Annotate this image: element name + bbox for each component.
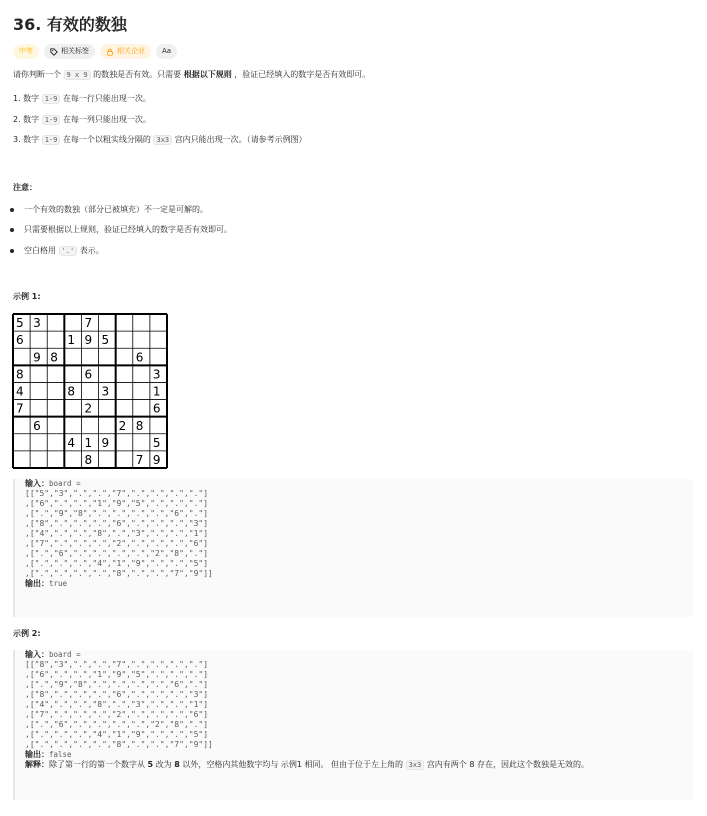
inline-code: 9 x 9: [64, 70, 91, 80]
explanation-text: 以外，空格内其他数字均与 示例1 相同。 但由于位于左上角的: [182, 760, 404, 769]
input-line: [["5","3",".",".","7",".",".",".","."]: [25, 489, 209, 498]
input-label: 输入：: [25, 650, 49, 659]
inline-code: 1-9: [42, 135, 61, 145]
intro-text-2: 的数独是否有效。只需要: [93, 70, 182, 79]
input-line: ,["4",".",".","8",".","3",".",".","1"]: [25, 529, 209, 538]
explanation-bold: 5: [147, 760, 154, 769]
sudoku-cell-value: 1: [84, 435, 93, 450]
rule-text: 2. 数字: [13, 115, 40, 124]
input-line: ,["8",".",".",".","6",".",".",".","3"]: [25, 690, 209, 699]
sudoku-cell-value: 3: [33, 316, 41, 331]
sudoku-grid: [12, 313, 168, 469]
font-size-icon: Aa: [162, 47, 172, 55]
input-line: [["8","3",".",".","7",".",".",".","."]: [25, 660, 209, 669]
inline-code: 3x3: [406, 760, 425, 770]
output-row: [25, 579, 693, 589]
output-label: 输出：: [25, 750, 49, 759]
sudoku-cell-value: 6: [152, 401, 161, 416]
rule-text: 1. 数字: [13, 94, 40, 103]
note-item: [13, 204, 208, 216]
tag-icon: [50, 48, 58, 56]
sudoku-cell-value: 1: [67, 333, 75, 348]
difficulty-badge[interactable]: 中等: [13, 44, 39, 59]
sudoku-cell-value: 9: [84, 333, 93, 348]
input-line: ,[".",".",".",".","8",".",".","7","9"]]: [25, 569, 213, 578]
note-text: 表示。: [79, 246, 104, 255]
sudoku-cell-value: 8: [84, 453, 93, 467]
inline-code: 1-9: [42, 94, 61, 104]
sudoku-cell-value: 2: [118, 418, 127, 433]
sudoku-board-image: [12, 313, 168, 469]
rule-2: [13, 114, 151, 126]
sudoku-cell-value: 9: [33, 350, 41, 365]
example-1-code: [13, 479, 693, 617]
output-row: [25, 750, 693, 760]
related-companies-label: 相关企业: [117, 47, 145, 55]
note-item: [13, 224, 232, 236]
notes-heading: 注意：: [13, 183, 37, 192]
sudoku-cell-value: 9: [101, 435, 110, 450]
sudoku-cell-value: 6: [135, 350, 144, 365]
output-value: false: [49, 750, 72, 759]
intro-bold: 根据以下规则: [183, 70, 232, 79]
note-text: 空白格用: [24, 246, 56, 255]
sudoku-cell-value: 6: [16, 333, 24, 348]
related-tags-button[interactable]: [44, 44, 95, 59]
rule-text: 宫内只能出现一次。（请参考示例图）: [174, 135, 307, 144]
bullet-dot: [10, 208, 14, 212]
input-lines: [25, 489, 693, 579]
sudoku-cell-value: 7: [84, 316, 93, 331]
input-line: ,[".","9","8",".",".",".",".","6","."]: [25, 680, 209, 689]
input-lines: [25, 660, 693, 750]
explanation-text: 改为: [155, 760, 172, 769]
rule-1: [13, 93, 151, 105]
note-text: 一个有效的数独（部分已被填充）不一定是可解的。: [24, 205, 208, 214]
input-row: [25, 650, 693, 660]
sudoku-cell-value: 9: [152, 453, 161, 467]
inline-code: 3x3: [153, 135, 172, 145]
explanation-text: 宫内有两个 8 存在，因此这个数独是无效的。: [426, 760, 589, 769]
input-label: 输入：: [25, 479, 49, 488]
sudoku-cell-value: 2: [84, 401, 93, 416]
related-companies-button[interactable]: [100, 44, 151, 59]
sudoku-cell-value: 8: [50, 350, 58, 365]
sudoku-cell-value: 5: [16, 316, 24, 331]
sudoku-cell-value: 4: [16, 384, 24, 399]
rule-text: 3. 数字: [13, 135, 40, 144]
rule-3: [13, 134, 307, 146]
inline-code: 1-9: [42, 115, 61, 125]
input-value: board =: [49, 479, 81, 488]
input-line: ,[".",".",".","4","1","9",".",".","5"]: [25, 559, 209, 568]
input-line: ,[".",".",".","4","1","9",".",".","5"]: [25, 730, 209, 739]
inline-code: '.': [59, 246, 78, 256]
explanation-bold: 8: [174, 760, 180, 769]
rule-text: 在每一个以粗实线分隔的: [62, 135, 151, 144]
input-line: ,[".","6",".",".",".",".","2","8","."]: [25, 549, 209, 558]
input-line: ,[".","9","8",".",".",".",".","6","."]: [25, 509, 209, 518]
page-title: 36. 有效的数独: [13, 15, 127, 34]
input-line: ,["7",".",".",".","2",".",".",".","6"]: [25, 539, 209, 548]
rule-text: 在每一列只能出现一次。: [62, 115, 151, 124]
input-value: board =: [49, 650, 81, 659]
sudoku-cell-value: 3: [152, 367, 161, 382]
input-line: ,[".",".",".",".","8",".",".","7","9"]]: [25, 740, 213, 749]
sudoku-cell-value: 5: [152, 435, 161, 450]
example-1-heading: 示例 1:: [13, 292, 41, 301]
note-item: [13, 245, 104, 257]
example-2-heading: 示例 2:: [13, 629, 41, 638]
output-label: 输出：: [25, 579, 49, 588]
bullet-dot: [10, 249, 14, 253]
intro-paragraph: [13, 69, 370, 81]
tag-bar: [13, 44, 177, 59]
intro-text-1: 请你判断一个: [13, 70, 61, 79]
related-tags-label: 相关标签: [61, 47, 89, 55]
rule-text: 在每一行只能出现一次。: [62, 94, 151, 103]
input-line: ,[".","6",".",".",".",".","2","8","."]: [25, 720, 209, 729]
sudoku-cell-value: 8: [135, 418, 144, 433]
input-line: ,["6",".",".","1","9","5",".",".","."]: [25, 670, 209, 679]
lock-icon: [106, 48, 114, 56]
sudoku-cell-value: 8: [16, 367, 24, 382]
explanation-text: 除了第一行的第一个数字从: [49, 760, 145, 769]
input-line: ,["4",".",".","8",".","3",".",".","1"]: [25, 700, 209, 709]
sudoku-cell-value: 4: [67, 435, 75, 450]
input-line: ,["8",".",".",".","6",".",".",".","3"]: [25, 519, 209, 528]
sudoku-cell-value: 7: [16, 401, 24, 416]
sudoku-cell-value: 6: [33, 418, 41, 433]
note-text: 只需要根据以上规则，验证已经填入的数字是否有效即可。: [24, 225, 232, 234]
input-line: ,["6",".",".","1","9","5",".",".","."]: [25, 499, 209, 508]
example-2-code: [13, 650, 693, 800]
intro-text-3: ，验证已经填入的数字是否有效即可。: [234, 70, 371, 79]
sudoku-cell-value: 7: [135, 453, 144, 467]
input-row: [25, 479, 693, 489]
sudoku-cell-value: 1: [152, 384, 161, 399]
font-size-button[interactable]: [156, 44, 177, 59]
output-value: true: [49, 579, 68, 588]
input-line: ,["7",".",".",".","2",".",".",".","6"]: [25, 710, 209, 719]
sudoku-cell-value: 8: [67, 384, 75, 399]
sudoku-cell-value: 3: [101, 384, 110, 399]
explanation-label: 解释：: [25, 760, 49, 769]
explanation-row: [25, 760, 693, 770]
sudoku-cell-value: 5: [101, 333, 110, 348]
sudoku-cell-value: 6: [84, 367, 93, 382]
bullet-dot: [10, 228, 14, 232]
